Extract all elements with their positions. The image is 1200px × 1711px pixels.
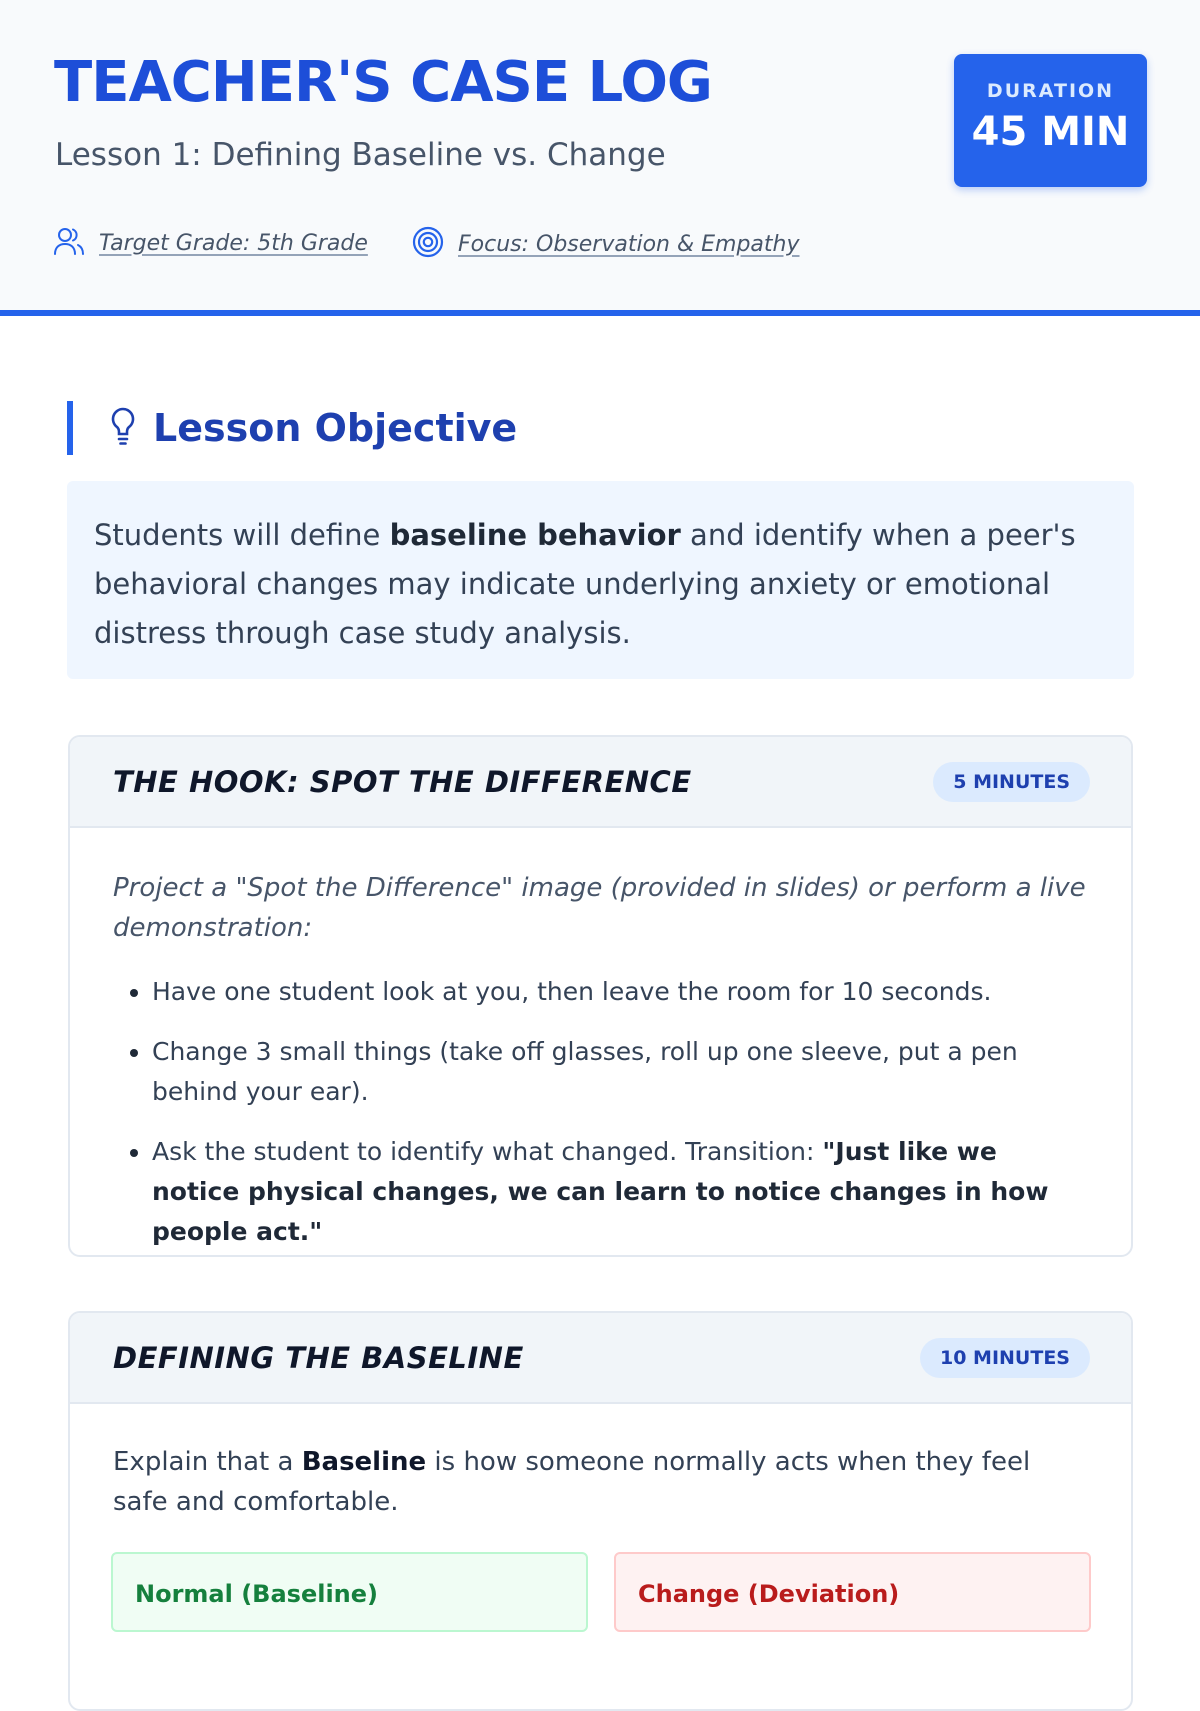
case-log-header: [0, 0, 1200, 316]
objective-heading: [67, 401, 517, 455]
lesson-subtitle: Lesson 1: Defining Baseline vs. Change: [55, 137, 666, 173]
lightbulb-icon: [109, 406, 137, 450]
page-title: TEACHER'S CASE LOG: [54, 50, 712, 115]
change-deviation-box: [614, 1552, 1091, 1632]
list-item: • Have one student look at you, then leave the room for 10 seconds.: [152, 972, 1088, 1012]
objective-text-end: and identify when a peer's behavioral changes may indicate underlying anxiety or emotional distress through case study analysis.: [94, 518, 1076, 650]
baseline-keyword: Baseline: [301, 1447, 427, 1477]
hook-card: [68, 735, 1133, 1257]
objective-box: [67, 481, 1134, 679]
objective-text-start: Students will define: [94, 518, 390, 552]
baseline-intro-end: is how someone normally acts when they feel safe and comfortable.: [113, 1447, 1031, 1517]
duration-value: 45 MIN: [971, 109, 1130, 155]
baseline-card-body: [70, 1404, 1131, 1522]
transition-quote: "Just like we notice physical changes, we can learn to notice changes in how people act.": [152, 1137, 1049, 1246]
meta-focus: [412, 226, 800, 262]
duration-label: DURATION: [986, 80, 1115, 102]
focus-text: Focus: Observation & Empathy: [458, 231, 800, 257]
users-icon: [53, 226, 85, 260]
normal-baseline-label: Normal (Baseline): [135, 1580, 378, 1608]
change-deviation-label: Change (Deviation): [638, 1580, 900, 1608]
target-grade-text: Target Grade: 5th Grade: [99, 230, 368, 256]
objective-accent-bar: [67, 401, 73, 455]
duration-badge: [954, 54, 1147, 187]
hook-time-badge: 5 MINUTES: [933, 762, 1090, 802]
target-icon: [412, 226, 444, 262]
normal-baseline-box: [111, 1552, 588, 1632]
objective-keyword: baseline behavior: [389, 518, 681, 552]
baseline-card: [68, 1311, 1133, 1711]
list-item: • Change 3 small things (take off glasses, roll up one sleeve, put a pen behind your ear).: [152, 1032, 1088, 1112]
baseline-card-header: [70, 1313, 1131, 1404]
hook-card-header: [70, 737, 1131, 828]
baseline-intro-start: Explain that a: [113, 1447, 302, 1477]
objective-title: Lesson Objective: [153, 406, 518, 450]
hook-card-body: [70, 828, 1131, 1252]
baseline-intro: [113, 1442, 1088, 1522]
hook-title: THE HOOK: SPOT THE DIFFERENCE: [113, 764, 692, 799]
step-text: Ask the student to identify what changed. Transition:: [152, 1137, 823, 1166]
list-item: [152, 1132, 1088, 1252]
hook-steps: [113, 972, 1088, 1252]
baseline-title: DEFINING THE BASELINE: [113, 1340, 524, 1375]
hook-intro: Project a "Spot the Difference" image (provided in slides) or perform a live demonstration:: [113, 873, 1086, 943]
meta-target-grade: [53, 226, 368, 260]
baseline-time-badge: 10 MINUTES: [920, 1338, 1090, 1378]
